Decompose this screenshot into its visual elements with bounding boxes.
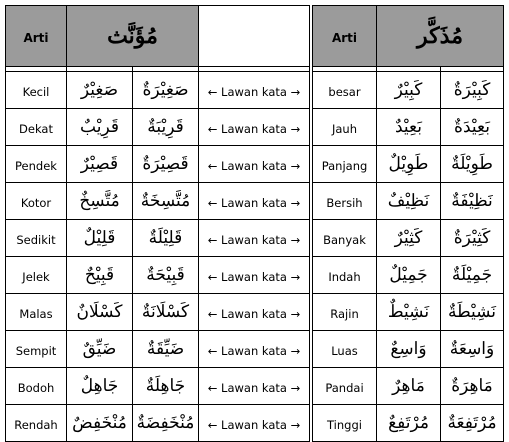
meaning-text: Jelek [22, 269, 50, 284]
table-row [313, 146, 504, 183]
feminine-word-text: نَشِيْطَةٌ [447, 302, 497, 322]
feminine-word-text: بَعِيْدَةٌ [454, 117, 490, 137]
feminine-word-text: قَصِيْرَةٌ [142, 154, 189, 174]
masculine-word-text: قَبِيْحٌ [84, 265, 115, 285]
antonym-label: ← Lawan kata → [207, 195, 301, 210]
masculine-word-text: قَصِيْرٌ [80, 154, 119, 174]
table-row [313, 331, 504, 368]
feminine-word-text: قَرِيْبَةٌ [147, 117, 184, 137]
feminine-word-text: جَمِيْلَةٌ [451, 265, 493, 285]
meaning-text: Indah [328, 269, 361, 284]
antonym-label: ← Lawan kata → [207, 343, 301, 358]
meaning-cell [6, 405, 67, 442]
antonym-label: ← Lawan kata → [207, 232, 301, 247]
antonym-label: ← Lawan kata → [207, 417, 301, 432]
meaning-text: besar [328, 84, 361, 99]
meaning-text: Rendah [14, 417, 58, 432]
antonym-label-cell [199, 146, 310, 183]
feminine-word-text: قَبِيْحَةٌ [146, 265, 185, 285]
antonym-label-cell [199, 72, 310, 109]
table-row [6, 331, 199, 368]
feminine-word-cell [441, 220, 504, 257]
antonym-label-cell [199, 294, 310, 331]
meaning-text: Bersih [326, 195, 363, 210]
feminine-word-text: طَوِيْلَةٌ [451, 154, 493, 174]
meaning-cell [6, 220, 67, 257]
antonym-label: ← Lawan kata → [207, 121, 301, 136]
meaning-cell [313, 183, 377, 220]
masculine-word-text: وَاسِعٌ [390, 339, 427, 359]
antonym-column [198, 5, 310, 442]
meaning-cell [6, 257, 67, 294]
masculine-word-text: قَرِيْبٌ [80, 117, 119, 137]
table-row [313, 72, 504, 109]
feminine-word-cell [441, 257, 504, 294]
meaning-cell [6, 183, 67, 220]
antonym-label-cell [199, 109, 310, 146]
feminine-word-text: جَاهِلَةٌ [145, 376, 186, 396]
feminine-word-text: مُرْتَفِعَةٌ [447, 413, 497, 433]
feminine-word-cell [133, 331, 199, 368]
antonym-row [199, 109, 310, 146]
antonym-row [199, 294, 310, 331]
table-row [6, 146, 199, 183]
table-header-row [6, 6, 199, 67]
masculine-word-cell [377, 257, 441, 294]
masculine-word-cell [67, 331, 133, 368]
antonym-label: ← Lawan kata → [207, 380, 301, 395]
masculine-word-cell [67, 368, 133, 405]
masculine-word-cell [377, 331, 441, 368]
header-muannats: مُؤَنَّث [67, 6, 199, 67]
meaning-text: Panjang [321, 158, 368, 173]
feminine-word-text: صَغِيْرَةٌ [142, 80, 189, 100]
meaning-cell [313, 220, 377, 257]
feminine-word-cell [133, 109, 199, 146]
masculine-word-cell [377, 146, 441, 183]
antonym-row [199, 146, 310, 183]
table-row [6, 183, 199, 220]
meaning-text: Kecil [22, 84, 50, 99]
table-row [6, 257, 199, 294]
antonym-label: ← Lawan kata → [207, 84, 301, 99]
table-row [6, 368, 199, 405]
meaning-text: Pendek [15, 158, 57, 173]
feminine-adjectives-table [5, 5, 199, 442]
antonym-row [199, 72, 310, 109]
feminine-word-cell [133, 405, 199, 442]
masculine-word-text: بَعِيْدٌ [395, 117, 422, 137]
feminine-word-cell [133, 220, 199, 257]
meaning-text: Bodoh [17, 380, 55, 395]
masculine-word-text: كَثِيْرٌ [394, 228, 423, 248]
antonym-label: ← Lawan kata → [207, 269, 301, 284]
antonym-label-cell [199, 405, 310, 442]
meaning-cell [313, 368, 377, 405]
meaning-cell [313, 109, 377, 146]
meaning-cell [6, 109, 67, 146]
antonym-label-cell [199, 368, 310, 405]
masculine-word-text: مُتَّسِخٌ [79, 191, 120, 211]
feminine-word-cell [441, 183, 504, 220]
table-row [6, 109, 199, 146]
feminine-word-text: كَثِيْرَةٌ [453, 228, 491, 248]
feminine-word-cell [133, 368, 199, 405]
masculine-word-text: كَسْلَانٌ [76, 302, 123, 322]
masculine-word-cell [377, 220, 441, 257]
masculine-word-cell [377, 368, 441, 405]
masculine-word-cell [67, 72, 133, 109]
header-mudzakkar: مُذَكَّر [377, 6, 504, 67]
table-row [313, 257, 504, 294]
feminine-word-text: مُنْخَفِضَةٌ [136, 413, 195, 433]
masculine-adjectives-table [312, 5, 504, 442]
antonym-row [199, 368, 310, 405]
masculine-word-cell [67, 183, 133, 220]
masculine-word-text: كَبِيْرٌ [394, 80, 423, 100]
table-row [6, 220, 199, 257]
feminine-word-cell [441, 146, 504, 183]
feminine-word-cell [441, 368, 504, 405]
masculine-word-cell [377, 183, 441, 220]
masculine-word-text: مُرْتَفِعٌ [388, 413, 429, 433]
masculine-word-cell [67, 257, 133, 294]
meaning-text: Sempit [15, 343, 57, 358]
meaning-text: Pandai [325, 380, 364, 395]
feminine-word-text: كَبِيْرَةٌ [453, 80, 491, 100]
table-row [6, 294, 199, 331]
meaning-cell [6, 146, 67, 183]
antonym-label-cell [199, 220, 310, 257]
masculine-word-text: نَشِيْطٌ [387, 302, 430, 322]
table-row [313, 368, 504, 405]
feminine-word-cell [441, 331, 504, 368]
table-header-row [313, 6, 504, 67]
antonym-label-cell [199, 331, 310, 368]
masculine-word-cell [377, 405, 441, 442]
antonym-row [199, 183, 310, 220]
masculine-word-cell [67, 146, 133, 183]
antonym-row [199, 220, 310, 257]
masculine-word-text: مُنْخَفِضٌ [72, 413, 127, 433]
meaning-cell [313, 257, 377, 294]
meaning-cell [313, 294, 377, 331]
meaning-cell [6, 294, 67, 331]
masculine-word-cell [67, 220, 133, 257]
antonym-header-blank [199, 6, 310, 67]
table-row [6, 405, 199, 442]
meaning-text: Kotor [20, 195, 52, 210]
antonym-label-cell [199, 183, 310, 220]
feminine-word-cell [441, 109, 504, 146]
feminine-word-text: قَلِيْلَةٌ [148, 228, 183, 248]
meaning-text: Sedikit [16, 232, 56, 247]
feminine-word-text: مُتَّسِخَةٌ [140, 191, 191, 211]
masculine-word-text: طَوِيْلٌ [388, 154, 429, 174]
table-row [313, 220, 504, 257]
masculine-word-cell [377, 109, 441, 146]
feminine-word-cell [441, 72, 504, 109]
feminine-word-cell [441, 294, 504, 331]
feminine-word-cell [133, 183, 199, 220]
meaning-cell [313, 72, 377, 109]
meaning-text: Malas [19, 306, 53, 321]
meaning-cell [6, 72, 67, 109]
table-row [313, 294, 504, 331]
meaning-text: Rajin [330, 306, 359, 321]
antonym-label: ← Lawan kata → [207, 306, 301, 321]
table-row [313, 183, 504, 220]
meaning-cell [313, 331, 377, 368]
feminine-word-cell [133, 257, 199, 294]
feminine-word-text: كَسْلَانَةٌ [141, 302, 190, 322]
antonym-label: ← Lawan kata → [207, 158, 301, 173]
header-arti: Arti [6, 6, 67, 67]
meaning-cell [313, 405, 377, 442]
meaning-cell [6, 368, 67, 405]
table-row [313, 405, 504, 442]
meaning-text: Jauh [331, 121, 358, 136]
antonym-row [199, 331, 310, 368]
masculine-word-cell [377, 294, 441, 331]
masculine-word-text: صَغِيْرٌ [80, 80, 119, 100]
masculine-word-cell [67, 405, 133, 442]
masculine-word-text: نَظِيْفٌ [387, 191, 430, 211]
feminine-word-text: ضَيِّقَةٌ [146, 339, 185, 359]
meaning-cell [313, 146, 377, 183]
masculine-word-text: مَاهِرٌ [392, 376, 425, 396]
masculine-word-text: قَلِيْلٌ [83, 228, 116, 248]
meaning-cell [6, 331, 67, 368]
feminine-word-cell [133, 146, 199, 183]
masculine-word-cell [67, 109, 133, 146]
masculine-word-cell [377, 72, 441, 109]
table-row [6, 72, 199, 109]
header-arti: Arti [313, 6, 377, 67]
feminine-word-cell [441, 405, 504, 442]
feminine-word-text: نَظِيْفَةٌ [451, 191, 493, 211]
table-row [313, 109, 504, 146]
feminine-word-text: وَاسِعَةٌ [449, 339, 495, 359]
antonym-row [199, 257, 310, 294]
feminine-word-text: مَاهِرَةٌ [451, 376, 493, 396]
masculine-word-text: جَاهِلٌ [80, 376, 119, 396]
meaning-text: Banyak [323, 232, 366, 247]
masculine-word-cell [67, 294, 133, 331]
masculine-word-text: جَمِيْلٌ [389, 265, 428, 285]
antonym-label-cell [199, 257, 310, 294]
meaning-text: Dekat [19, 121, 53, 136]
masculine-word-text: ضَيِّقٌ [82, 339, 117, 359]
meaning-text: Tinggi [327, 417, 362, 432]
antonym-row [199, 405, 310, 442]
feminine-word-cell [133, 72, 199, 109]
feminine-word-cell [133, 294, 199, 331]
meaning-text: Luas [331, 343, 358, 358]
